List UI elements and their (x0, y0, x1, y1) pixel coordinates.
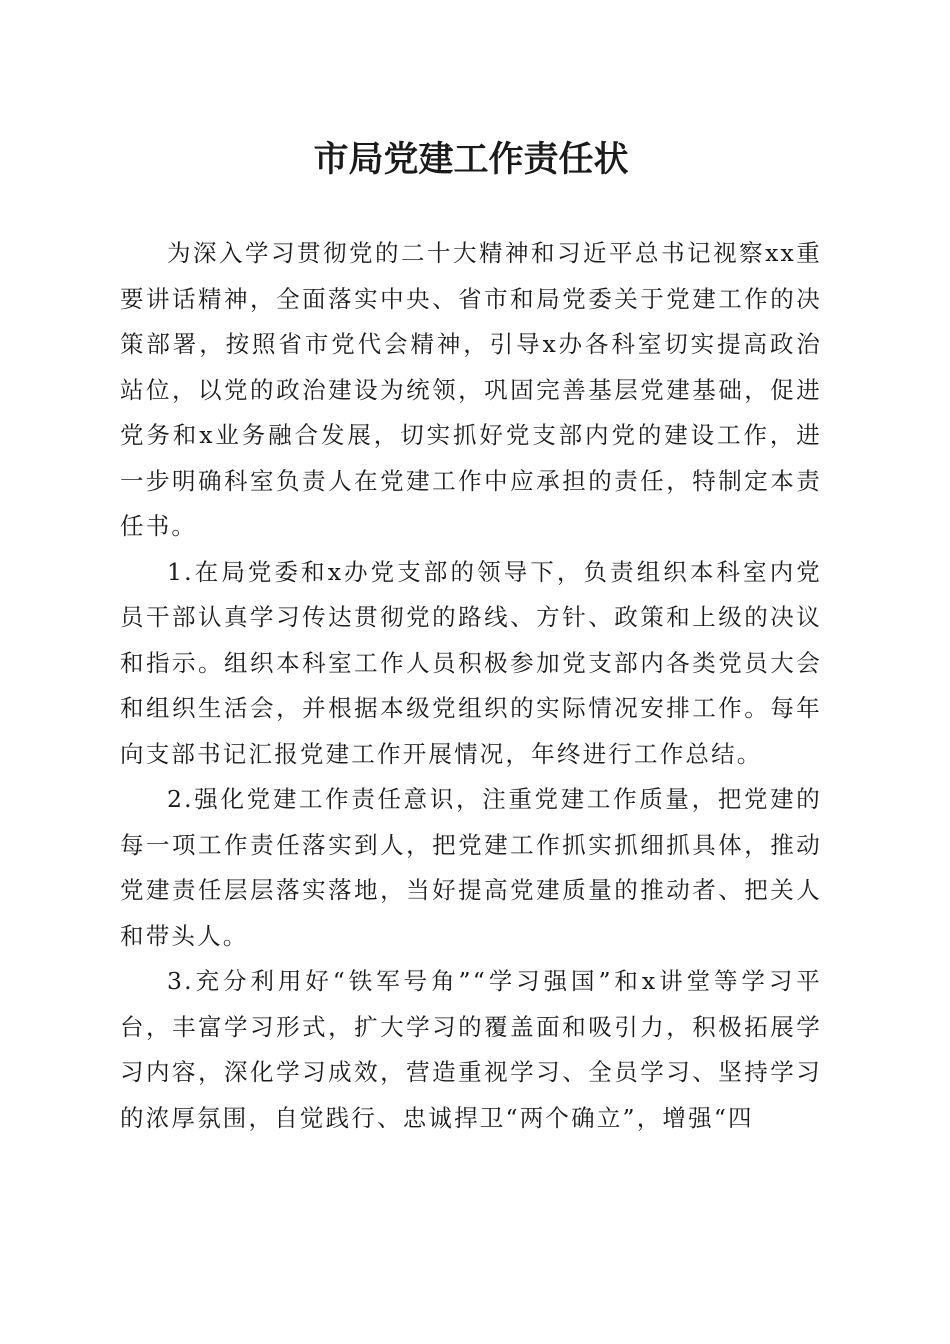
document-title: 市局党建工作责任状 (313, 139, 629, 180)
paragraph-intro: 为深入学习贯彻党的二十大精神和习近平总书记视察xx重要讲话精神，全面落实中央、省市和局党委关于党建工作的决策部署，按照省市党代会精神，引导x办各科室切实提高政治站位，以党的政治建设为统领，巩固完善基层党建基础，促进党务和x业务融合发展，切实抓好党支部内党的建设工作，进一步明确科室负责人在党建工作中应承担的责任，特制定本责任书。 (120, 239, 822, 540)
paragraph-item-3: 3.充分利用好“铁军号角”“学习强国”和x讲堂等学习平台，丰富学习形式，扩大学习的覆盖面和吸引力，积极拓展学习内容，深化学习成效，营造重视学习、全员学习、坚持学习的浓厚氛围，自觉践行、忠诚捍卫“两个确立”，增强“四 (120, 967, 822, 1132)
paragraph-item-2: 2.强化党建工作责任意识，注重党建工作质量，把党建的每一项工作责任落实到人，把党建工作抓实抓细抓具体，推动党建责任层层落实落地，当好提高党建质量的推动者、把关人和带头人。 (120, 785, 822, 950)
document-body (120, 231, 822, 1141)
paragraph-item-1: 1.在局党委和x办党支部的领导下，负责组织本科室内党员干部认真学习传达贯彻党的路线、方针、政策和上级的决议和指示。组织本科室工作人员积极参加党支部内各类党员大会和组织生活会，并根据本级党组织的实际情况安排工作。每年向支部书记汇报党建工作开展情况，年终进行工作总结。 (120, 557, 822, 768)
